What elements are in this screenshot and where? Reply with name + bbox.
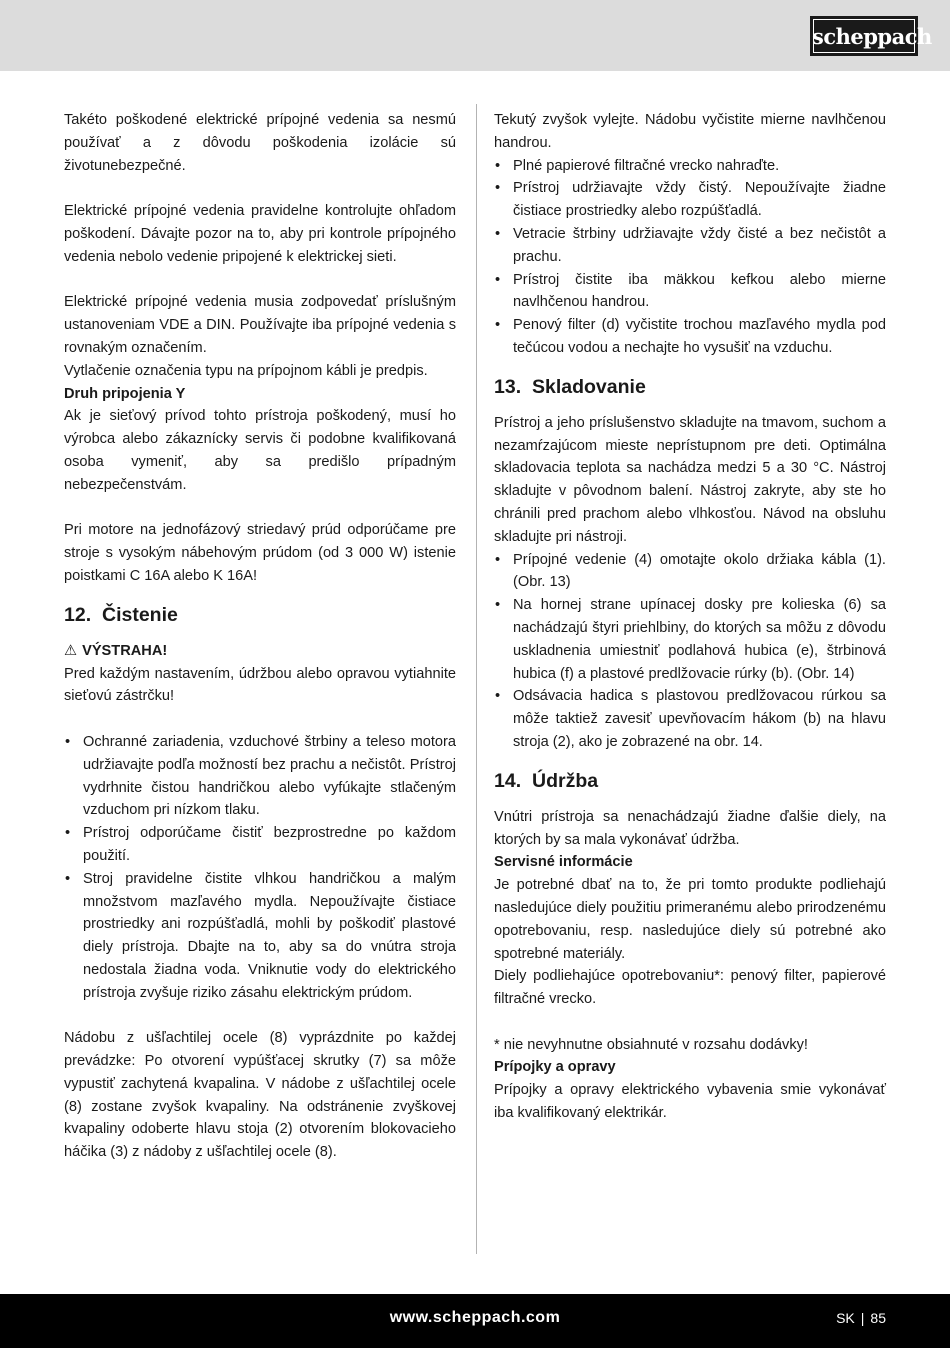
paragraph: Je potrebné dbať na to, že pri tomto produkte podliehajú nasledujúce diely použitiu primeranému alebo prirodzenému opotrebovaniu, resp. nasledujúce diely sú potrebné ako spotrebné materiály. [494, 877, 886, 962]
paragraph: Prípojky a opravy elektrického vybavenia smie vykonávať iba kvalifikovaný elektrikár. [494, 1082, 886, 1122]
paragraph: Elektrické prípojné vedenia pravidelne kontrolujte ohľadom poškodení. Dávajte pozor na to, aby pri kontrole prípojného vedenia nebolo vedenie pripojené k elektrickej sieti. [64, 203, 456, 265]
list-item: • Odsávacia hadica s plastovou predlžovacou rúrkou sa môže taktiež zavesiť upevňovacím hákom (b) na hlavu stroja (2), ako je zobrazené na obr. 14. [494, 685, 886, 753]
warning-label: VÝSTRAHA! [82, 642, 168, 659]
paragraph: Nádobu z ušľachtilej ocele (8) vyprázdnite po každej prevádzke: Po otvorení vypúšťacej skrutky (7) sa môže vypustiť zachytená kvapalina. V nádobe z ušľachtilej ocele (8) zostane zvyšok kvapaliny. Na odstránenie zvyškovej kvapaliny odoberte hlavu stoja (2) otvorením blokovacieho háčika (3) z nádoby z ušľachtilej ocele (8). [64, 1030, 456, 1161]
page-indicator [836, 1310, 886, 1326]
list-item: • Plné papierové filtračné vrecko nahraďte. [494, 155, 886, 178]
section-title: Údržba [532, 769, 599, 792]
section-number: 12. [64, 603, 92, 626]
brand-logo: scheppach [810, 16, 918, 56]
header-bar [0, 0, 950, 71]
footer-bar [0, 1294, 950, 1348]
list-item: • Ochranné zariadenia, vzduchové štrbiny a teleso motora udržiavajte podľa možností bez prachu a nečistôt. Prístroj vydrhnite čistou handričkou alebo vyfúkajte stlačeným vzduchom pri nízkom tlaku. [64, 731, 456, 822]
paragraph: Elektrické prípojné vedenia musia zodpovedať príslušným ustanoveniam VDE a DIN. Používajte iba prípojné vedenia s rovnakým označením. [64, 294, 456, 356]
bullet-list [494, 155, 886, 360]
footnote: * nie nevyhnutne obsiahnuté v rozsahu dodávky! [494, 1036, 808, 1053]
paragraph: Ak je sieťový prívod tohto prístroja poškodený, musí ho výrobca alebo zákaznícky servis či podobne kvalifikovaná osoba vymeniť, aby sa predišlo prípadným nebezpečenstvám. [64, 408, 456, 493]
paragraph: Diely podliehajúce opotrebovaniu*: penový filter, papierové filtračné vrecko. [494, 968, 886, 1008]
paragraph: Pri motore na jednofázový striedavý prúd odporúčame pre stroje s vysokým nábehovým prúdom (od 3 000 W) istenie poistkami C 16A alebo K 16A! [64, 522, 456, 584]
subheading-connection-y: Druh pripojenia Y [64, 385, 186, 402]
page-number: 85 [870, 1310, 886, 1326]
subheading-service-info: Servisné informácie [494, 854, 633, 871]
footer-website-link[interactable]: www.scheppach.com [389, 1309, 561, 1326]
warning-triangle-icon: ⚠ [64, 642, 78, 659]
page-separator: | [860, 1310, 865, 1326]
paragraph: Vytlačenie označenia typu na prípojnom kábli je predpis. [64, 362, 428, 379]
warning-heading [64, 640, 456, 663]
section-heading-cleaning [64, 602, 456, 628]
warning-text: Pred každým nastavením, údržbou alebo opravou vytiahnite sieťovú zástrčku! [64, 665, 456, 705]
paragraph: Vnútri prístroja sa nenachádzajú žiadne ďalšie diely, na ktorých by sa mala vykonávať údržba. [494, 808, 886, 848]
section-heading-maintenance [494, 768, 886, 794]
bullet-list [494, 549, 886, 754]
list-item: • Na hornej strane upínacej dosky pre kolieska (6) sa nachádzajú štyri priehlbiny, do ktorých sa môžu z dôvodu uskladnenia umiestniť podlahová hubica (e), štrbinová hubica (f) a plastové predlžovacie rúrky (b). (Obr. 14) [494, 594, 886, 685]
list-item: • Vetracie štrbiny udržiavajte vždy čisté a bez nečistôt a prachu. [494, 223, 886, 269]
list-item: • Penový filter (d) vyčistite trochou mazľavého mydla pod tečúcou vodou a nechajte ho vysušiť na vzduchu. [494, 314, 886, 360]
list-item: • Prístroj čistite iba mäkkou kefkou alebo mierne navlhčenou handrou. [494, 269, 886, 315]
list-item: • Stroj pravidelne čistite vlhkou handričkou a malým množstvom mazľavého mydla. Nepoužívajte čistiace prostriedky ani rozpúšťadlá, mohli by poškodiť plastové diely prístroja. Dbajte na to, aby sa do vnútra stroja nedostala žiadna voda. Vniknutie vody do elektrického prístroja zvyšuje riziko zásahu elektrickým prúdom. [64, 868, 456, 1005]
paragraph: Takéto poškodené elektrické prípojné vedenia sa nesmú používať a z dôvodu poškodenia izolácie sú životunebezpečné. [64, 112, 456, 174]
section-title: Čistenie [102, 603, 178, 626]
language-code: SK [836, 1310, 855, 1326]
paragraph: Prístroj a jeho príslušenstvo skladujte na tmavom, suchom a nezamŕzajúcom mieste neprístupnom pre deti. Optimálna skladovacia teplota sa nachádza medzi 5 a 30 °C. Nástroj skladujte v pôvodnom balení. Nástroj zakryte, aby ste ho chránili pred prachom alebo vlhkosťou. Návod na obsluhu skladujte pri nástroji. [494, 414, 886, 545]
paragraph: Tekutý zvyšok vylejte. Nádobu vyčistite mierne navlhčenou handrou. [494, 112, 886, 151]
list-item: • Prístroj odporúčame čistiť bezprostredne po každom použití. [64, 822, 456, 868]
section-heading-storage [494, 374, 886, 400]
section-number: 13. [494, 375, 522, 398]
section-number: 14. [494, 769, 522, 792]
list-item: • Prístroj udržiavajte vždy čistý. Nepoužívajte žiadne čistiace prostriedky alebo rozpúšťadlá. [494, 177, 886, 223]
list-item: • Prípojné vedenie (4) omotajte okolo držiaka kábla (1). (Obr. 13) [494, 549, 886, 595]
bullet-list [64, 731, 456, 1005]
column-divider [476, 104, 477, 1254]
right-column [494, 109, 886, 1125]
left-column [64, 109, 456, 1164]
section-title: Skladovanie [532, 375, 646, 398]
subheading-connections-repairs: Prípojky a opravy [494, 1059, 616, 1076]
